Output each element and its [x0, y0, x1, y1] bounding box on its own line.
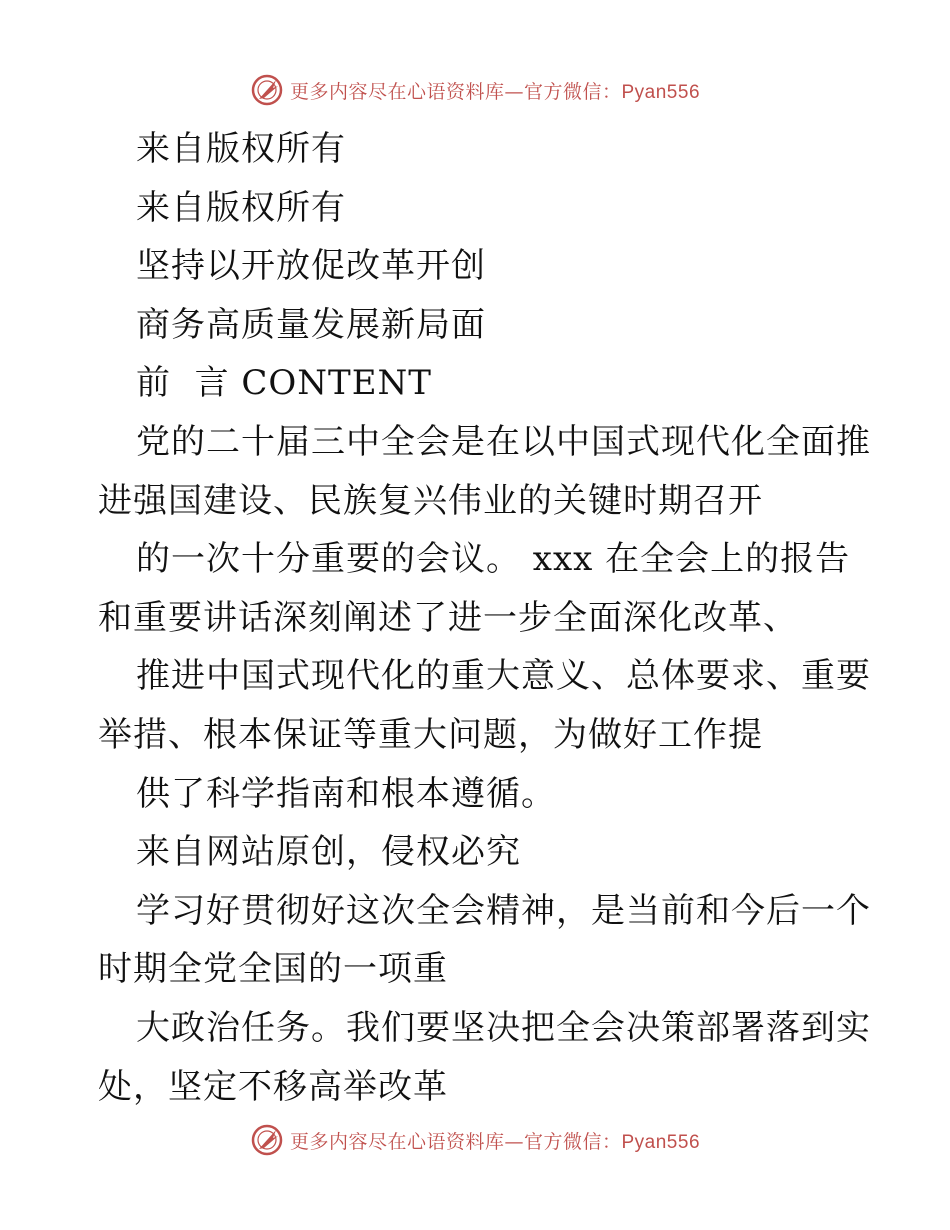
footer-banner-label: 更多内容尽在心语资料库—官方微信： — [289, 1130, 622, 1153]
footer-banner-text — [290, 1127, 700, 1154]
text-line: 时期全党全国的一项重 — [98, 949, 448, 990]
quill-logo-icon — [250, 1123, 284, 1157]
text-line: 供了科学指南和根本遵循。 — [136, 773, 556, 814]
header-banner-text — [290, 77, 700, 104]
text-line: 学习好贯彻好这次全会精神，是当前和今后一个 — [136, 890, 871, 931]
quill-logo-icon — [250, 73, 284, 107]
text-line: 党的二十届三中全会是在以中国式现代化全面推 — [136, 421, 871, 462]
header-banner-label: 更多内容尽在心语资料库—官方微信： — [289, 80, 622, 103]
footer-banner-wechat: Pyan556 — [621, 1131, 701, 1153]
header-banner-wechat: Pyan556 — [621, 81, 701, 103]
text-line: 来自版权所有 — [136, 129, 346, 169]
section-heading-text: 前 言 CONTENT — [136, 363, 432, 404]
text-line: 来自网站原创，侵权必究 — [136, 832, 521, 873]
text-line: 坚持以开放促改革开创 — [136, 246, 486, 287]
text-line: 来自版权所有 — [136, 187, 346, 228]
header-banner — [0, 70, 950, 110]
text-line: 大政治任务。我们要坚决把全会决策部署落到实 — [136, 1007, 871, 1048]
text-line: 进强国建设、民族复兴伟业的关键时期召开 — [98, 480, 763, 521]
footer-banner — [0, 1120, 950, 1160]
text-line: 商务高质量发展新局面 — [136, 304, 486, 345]
text-line: 推进中国式现代化的重大意义、总体要求、重要 — [136, 656, 871, 697]
text-line: 处，坚定不移高举改革 — [98, 1066, 448, 1107]
section-heading — [98, 354, 858, 413]
text-line: 举措、根本保证等重大问题，为做好工作提 — [98, 714, 763, 755]
text-line: 和重要讲话深刻阐述了进一步全面深化改革、 — [98, 597, 798, 638]
text-line: 的一次十分重要的会议。 xxx 在全会上的报告 — [136, 539, 851, 580]
document-body — [98, 120, 871, 1116]
